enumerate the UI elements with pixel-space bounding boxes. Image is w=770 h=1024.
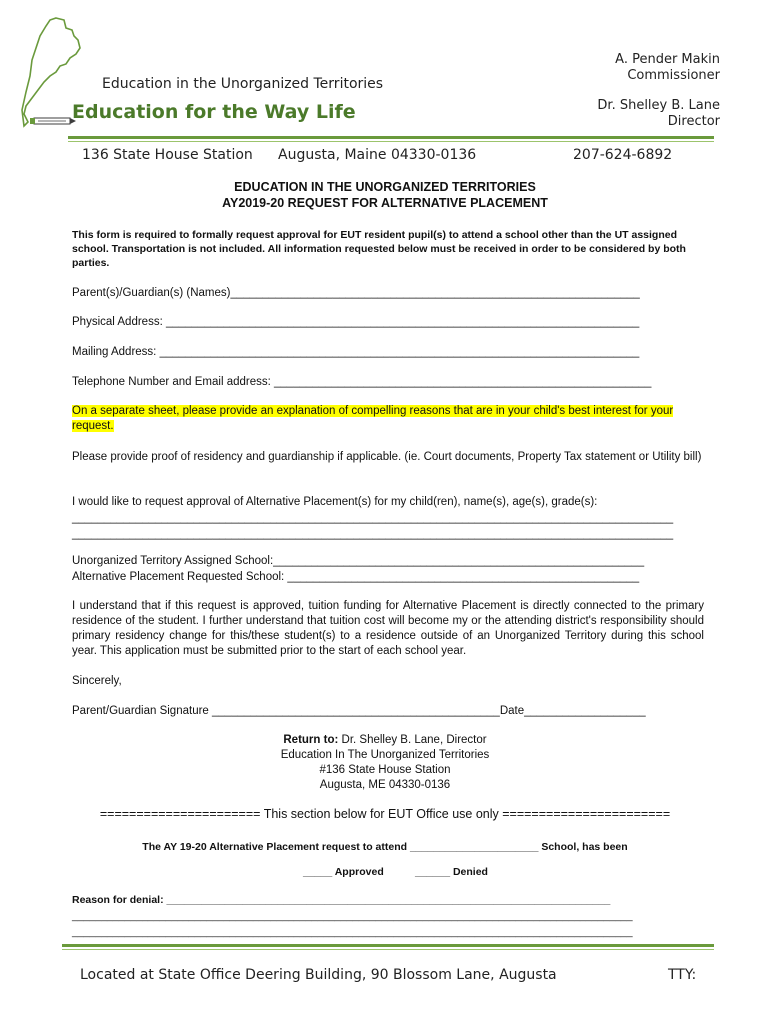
office-use-divider: ====================== This section below for EUT Office use only ======================= — [99, 807, 671, 821]
header-rule — [68, 136, 714, 139]
pencil-icon — [30, 115, 76, 127]
children-line-1[interactable]: ______________________________________________________________________________________________ — [72, 512, 674, 524]
office-request-line: The AY 19-20 Alternative Placement request to attend ______________________ School, has been — [142, 841, 628, 853]
return-label: Return to: — [283, 734, 339, 746]
signature-line[interactable]: Parent/Guardian Signature _____________________________________________Date___________________ — [72, 705, 646, 717]
approved-option[interactable]: _____ Approved — [303, 866, 384, 878]
footer-rule — [62, 944, 714, 947]
mailing-address-field[interactable]: Mailing Address: ___________________________________________________________________________ — [72, 346, 640, 358]
commissioner-block: A. Pender Makin Commissioner — [615, 52, 720, 83]
denial-reason-line-3[interactable]: ________________________________________________________________________________________________ — [72, 926, 633, 938]
proof-note: Please provide proof of residency and guardianship if applicable. (ie. Court documents, Property Tax statement or Utility bill) — [72, 451, 702, 463]
highlighted-text: On a separate sheet, please provide an explanation of compelling reasons that are in your child's best interest for your request. — [72, 405, 674, 432]
return-line-3: #136 State House Station — [319, 764, 451, 776]
assigned-school-field[interactable]: Unorganized Territory Assigned School:__________________________________________________________ — [72, 555, 645, 567]
department-name: Education in the Unorganized Territories — [102, 76, 384, 92]
parents-field[interactable]: Parent(s)/Guardian(s) (Names)________________________________________________________________ — [72, 287, 640, 299]
city-address: Augusta, Maine 04330-0136 — [278, 147, 477, 163]
footer-location: Located at State Office Deering Building, 90 Blossom Lane, Augusta — [80, 967, 557, 983]
requested-school-field[interactable]: Alternative Placement Requested School: _______________________________________________________ — [72, 571, 640, 583]
tagline: Education for the Way Life — [72, 101, 356, 123]
return-line-4: Augusta, ME 04330-0136 — [319, 779, 451, 791]
children-label: I would like to request approval of Alternative Placement(s) for my child(ren), name(s), age(s), grade(s): — [72, 496, 598, 508]
return-line-2: Education In The Unorganized Territories — [280, 749, 490, 761]
street-address: 136 State House Station — [82, 147, 253, 163]
denial-reason-line-2[interactable]: ________________________________________________________________________________________________ — [72, 910, 633, 922]
return-name: Dr. Shelley B. Lane, Director — [338, 734, 487, 746]
closing: Sincerely, — [72, 675, 122, 687]
intro-paragraph: This form is required to formally request approval for EUT resident pupil(s) to attend a school other than the UT assigned school. Transportation is not included. All information requested below must be received in order to be considered by both parties. — [72, 229, 686, 269]
understanding-paragraph: I understand that if this request is approved, tuition funding for Alternative Placement is directly connected to the primary residence of the student. I further understand that tuition cost will become my or the attending district's responsibility should primary residency change for this/these student(s) to a residence outside of an Unorganized Territory during this school year. This application must be submitted prior to the start of each school year. — [72, 600, 704, 657]
form-title-line2: AY2019-20 REQUEST FOR ALTERNATIVE PLACEMENT — [222, 196, 548, 210]
highlight-note — [72, 404, 704, 434]
denied-option[interactable]: ______ Denied — [415, 866, 488, 878]
phone-number: 207-624-6892 — [573, 147, 673, 163]
form-title-line1: EDUCATION IN THE UNORGANIZED TERRITORIES — [234, 180, 536, 194]
header-rule-thin — [68, 141, 714, 142]
director-block: Dr. Shelley B. Lane Director — [597, 98, 720, 129]
return-line-1 — [0, 733, 770, 748]
denial-reason-field[interactable]: Reason for denial: ____________________________________________________________________________ — [72, 894, 611, 906]
physical-address-field[interactable]: Physical Address: __________________________________________________________________________ — [72, 316, 640, 328]
telephone-email-field[interactable]: Telephone Number and Email address: ___________________________________________________________ — [72, 376, 652, 388]
footer-tty: TTY: — [668, 967, 697, 983]
children-line-2[interactable]: ______________________________________________________________________________________________ — [72, 528, 674, 540]
footer-rule-thin — [62, 949, 714, 950]
